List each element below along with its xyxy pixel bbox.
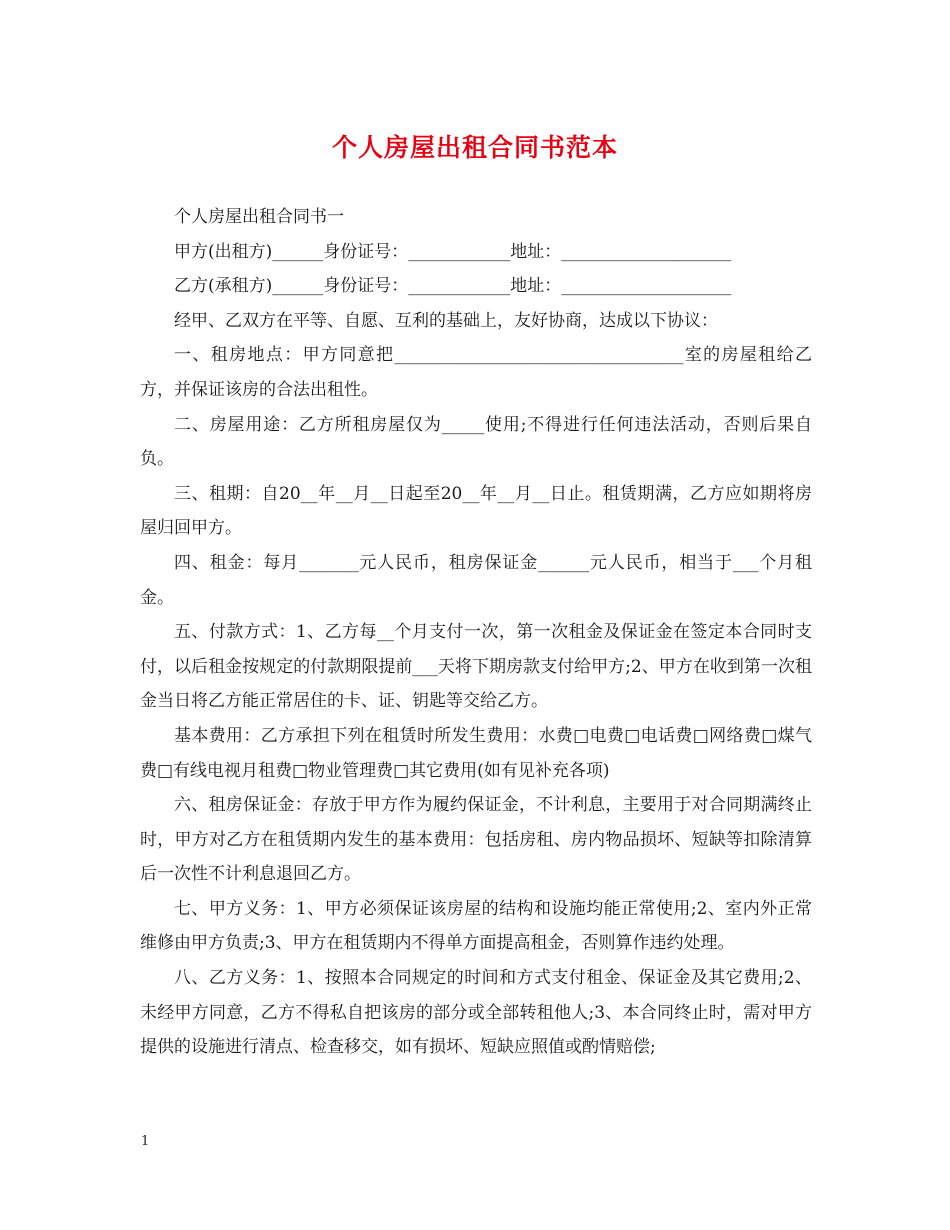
page-number: 1 <box>141 1134 150 1149</box>
document-title: 个人房屋出租合同书范本 <box>331 133 618 162</box>
document-body <box>140 200 812 1065</box>
clause-deposit: 六、租房保证金：存放于甲方作为履约保证金，不计利息，主要用于对合同期满终止时，甲方对乙方在租赁期内发生的基本费用：包括房租、房内物品损坏、短缺等扣除清算后一次性不计利息退回乙方。 <box>140 795 812 885</box>
clause-payment: 五、付款方式：1、乙方每__个月支付一次，第一次租金及保证金在签定本合同时支付，以后租金按规定的付款期限提前___天将下期房款支付给甲方;2、甲方在收到第一次租金当日将乙方能正常居住的卡、证、钥匙等交给乙方。 <box>140 622 812 712</box>
clause-usage: 二、房屋用途：乙方所租房屋仅为_____使用;不得进行任何违法活动，否则后果自负。 <box>140 414 812 470</box>
clause-term: 三、租期：自20__年__月__日起至20__年__月__日止。租赁期满，乙方应如期将房屋归回甲方。 <box>140 483 812 539</box>
clause-landlord-duties: 七、甲方义务：1、甲方必须保证该房屋的结构和设施均能正常使用;2、室内外正常维修由甲方负责;3、甲方在租赁期内不得单方面提高租金，否则算作违约处理。 <box>140 898 812 954</box>
clause-rent: 四、租金：每月_______元人民币，租房保证金______元人民币，相当于___个月租金。 <box>140 552 812 608</box>
clause-location: 一、租房地点：甲方同意把__________________________________室的房屋租给乙方，并保证该房的合法出租性。 <box>140 345 812 400</box>
party-a-line: 甲方(出租方)______身份证号：____________地址：____________________ <box>174 241 732 262</box>
party-b-line: 乙方(承租方)______身份证号：____________地址：____________________ <box>174 276 732 297</box>
clause-tenant-duties: 八、乙方义务：1、按照本合同规定的时间和方式支付租金、保证金及其它费用;2、未经甲方同意，乙方不得私自把该房的部分或全部转租他人;3、本合同终止时，需对甲方提供的设施进行清点、检查移交，如有损坏、短缺应照值或酌情赔偿; <box>140 968 812 1058</box>
agreement-intro: 经甲、乙双方在平等、自愿、互利的基础上，友好协商，达成以下协议： <box>174 310 718 331</box>
section-heading: 个人房屋出租合同书一 <box>174 207 344 227</box>
clause-basic-fees: 基本费用：乙方承担下列在租赁时所发生费用：水费□电费□电话费□网络费□煤气费□有线电视月租费□物业管理费□其它费用(如有见补充各项) <box>140 725 812 781</box>
